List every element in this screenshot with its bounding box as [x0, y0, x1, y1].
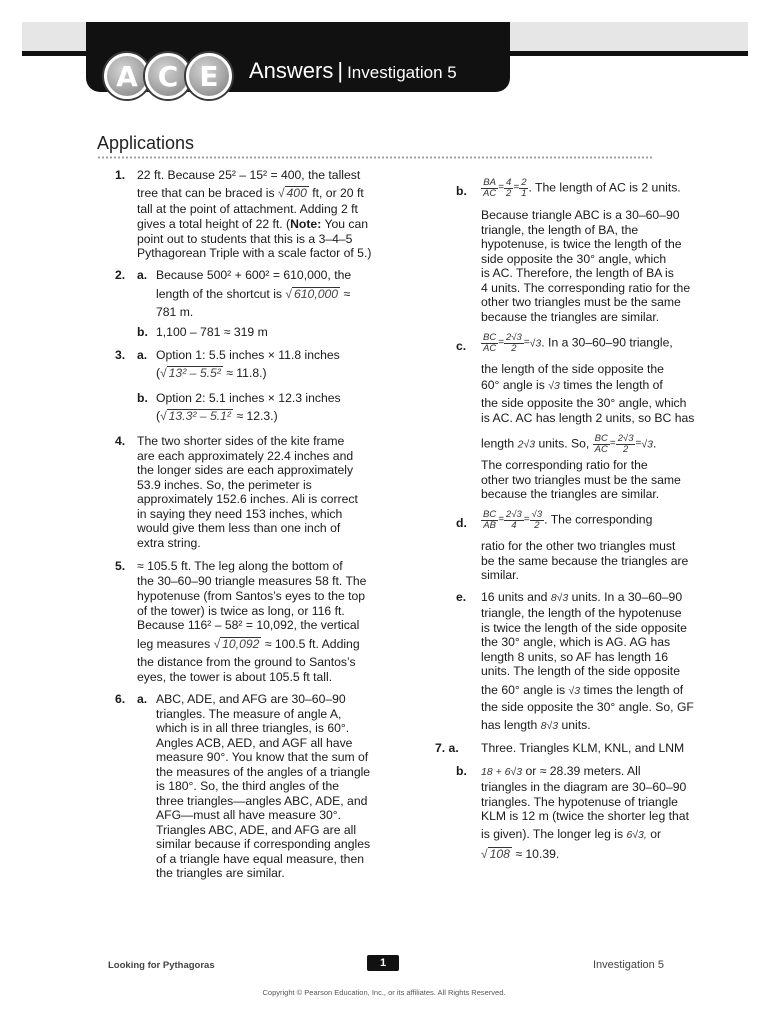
- r-c-root: √3: [548, 380, 560, 392]
- q1-text: ft, or 20 ft: [312, 186, 364, 200]
- r-b-line: side opposite the 30° angle, which: [481, 251, 667, 266]
- r-b-line: 4 units. The corresponding ratio for the: [481, 280, 691, 295]
- q5-radicand: 10,092: [222, 637, 260, 651]
- r-d-line: be the same because the triangles are: [481, 553, 689, 568]
- r-e-line: is twice the length of the side opposite: [481, 620, 687, 635]
- r-b-label: b.: [456, 184, 467, 198]
- q7b-text: is given). The longer leg is: [481, 827, 624, 841]
- q3b-line: (√ 13.3² – 5.1² ≈ 12.3.): [156, 409, 278, 423]
- q7b-line: [481, 764, 641, 780]
- q4-line: the longer sides are each approximately: [137, 463, 354, 477]
- frac-bottom: 2: [511, 343, 517, 354]
- r-e-line: [481, 590, 682, 606]
- q4-line: 53.9 inches. So, the perimeter is: [137, 477, 312, 492]
- r-c-line: because the triangles are similar.: [481, 487, 660, 501]
- r-e-line: units. The length of the side opposite: [481, 664, 680, 678]
- q6a-line: AFG—must all have measure 30°.: [156, 808, 342, 822]
- q6a-line: Triangles ABC, ADE, and AFG are all: [156, 822, 357, 837]
- q7b-radicand: 108: [489, 847, 510, 861]
- dotted-divider: [97, 156, 653, 159]
- q5-text: leg measures: [137, 637, 211, 651]
- section-title: Applications: [97, 133, 195, 153]
- q7b-expr: 6√3,: [626, 829, 647, 841]
- q7b-label: b.: [456, 764, 467, 778]
- q7b-line: triangles in the diagram are 30–60–90: [481, 780, 687, 794]
- r-b-line: Because triangle ABC is a 30–60–90: [481, 208, 680, 222]
- q2a-text: length of the shortcut is: [156, 287, 283, 301]
- q1-text: You can: [321, 217, 369, 231]
- q7b-text: or: [650, 827, 662, 841]
- r-d-line: $\frac{BC}{AB}$ = $\frac{2√3}{4}$ = $\frac{√3}{2}$ . The corresponding: [483, 509, 653, 531]
- q1-line: point out to students that this is a 3–4–5: [137, 232, 353, 246]
- frac-bottom: 2: [622, 444, 629, 455]
- frac-top: BC: [483, 332, 497, 343]
- q4-line: approximately 152.6 inches. Ali is correct: [137, 492, 358, 506]
- q1-radicand: 400: [286, 186, 307, 200]
- r-b-line: triangle, the length of BA, the: [481, 222, 639, 237]
- q3a-radicand: 13² – 5.5²: [168, 366, 221, 380]
- frac-bottom: 4: [511, 520, 517, 531]
- r-e-label: e.: [456, 590, 467, 604]
- r-b-line: other two triangles must be the same: [481, 295, 681, 309]
- q3a-label: a.: [137, 348, 148, 362]
- r-e-line: the 30° angle, which is AG. AG has: [481, 635, 671, 649]
- sqrt-icon: √: [213, 637, 221, 651]
- q4-line: extra string.: [137, 535, 201, 550]
- q4-line: are each approximately 22.4 inches and: [137, 448, 354, 463]
- r-e-text: units.: [561, 718, 591, 732]
- frac-top: 2√3: [506, 509, 522, 520]
- r-c-line: $\frac{BC}{AC}$ = $\frac{2√3}{2}$ =√3. In a 30–60–90 triangle,: [483, 332, 673, 354]
- q6a-line: Angles ACB, AED, and AGF all have: [156, 735, 353, 750]
- page-number-badge: 1: [367, 955, 399, 971]
- q5-line: of the tower) is twice as long, or 116 ft.: [137, 603, 345, 618]
- q1-line: 22 ft. Because 25² – 15² = 400, the tallest: [137, 168, 361, 182]
- frac-bottom: 1: [521, 188, 527, 199]
- q3a-line: (√ 13² – 5.5² ≈ 11.8.): [156, 366, 267, 380]
- r-b-line: because the triangles are similar.: [481, 309, 660, 324]
- q2b-label: b.: [137, 325, 148, 339]
- q4-number: 4.: [115, 434, 126, 448]
- q4-line: in saying they need 153 inches, which: [137, 506, 343, 521]
- q5-number: 5.: [115, 559, 126, 573]
- fraction: [481, 333, 498, 354]
- q6a-line: ABC, ADE, and AFG are 30–60–90: [156, 692, 346, 706]
- r-c-root: 2√3: [517, 438, 536, 451]
- q5-line: the distance from the ground to Santos’s: [137, 655, 356, 669]
- q6a-line: similar because if corresponding angles: [156, 837, 371, 851]
- r-c-line: length 2√3 units. So, $\frac{BC}{AC}$ = $\frac{2√3}{2}$ =√3.: [481, 433, 657, 455]
- header-title: [249, 58, 457, 84]
- sqrt-icon: √: [160, 409, 167, 423]
- r-e-line: the side opposite the 30° angle. So, GF: [481, 700, 694, 714]
- r-c-text: times the length of: [563, 378, 663, 392]
- r-d-line: ratio for the other two triangles must: [481, 539, 676, 553]
- r-c-line: is AC. AC has length 2 units, so BC has: [481, 411, 695, 425]
- frac-bottom: AC: [594, 444, 608, 455]
- r-e-text: the 60° angle is: [481, 683, 566, 697]
- q6-number: 6.: [115, 692, 126, 706]
- r-e-root: √3: [568, 685, 581, 697]
- r-e-line: [481, 718, 591, 734]
- frac-bottom: AB: [483, 520, 496, 531]
- r-d-label: d.: [456, 516, 467, 530]
- logo-letter-e: E: [186, 53, 232, 99]
- q6a-line: is 180°. So, the third angles of the: [156, 779, 340, 793]
- frac-top: BA: [481, 178, 498, 189]
- r-c-text: 60° angle is: [481, 378, 545, 392]
- r-b-line: is AC. Therefore, the length of BA is: [481, 266, 674, 280]
- fraction: [504, 333, 524, 354]
- subtitle-text: Investigation 5: [347, 63, 457, 82]
- q3b-radicand: 13.3² – 5.1²: [168, 409, 231, 423]
- q3b-text: ≈ 12.3.): [236, 409, 278, 423]
- fraction: [530, 510, 545, 531]
- q1-line: [137, 186, 364, 201]
- q2a-text: ≈: [343, 287, 351, 301]
- q1-line: tall at the point of attachment. Adding 2 ft: [137, 202, 358, 216]
- q7a-line: Three. Triangles KLM, KNL, and LNM: [481, 741, 685, 755]
- q6a-line: three triangles—angles ABC, ADE, and: [156, 793, 368, 808]
- logo-letter-a: A: [104, 53, 150, 99]
- q5-line: hypotenuse (from Santos’s eyes to the top: [137, 589, 366, 603]
- r-e-root: 8√3: [540, 720, 559, 732]
- q2a-line: Because 500² + 600² = 610,000, the: [156, 268, 352, 282]
- r-b-line: $\frac{BA}{AC}$ = $\frac{4}{2}$ = $\frac{2}{1}$ . The length of AC is 2 units.: [483, 177, 681, 199]
- sqrt-icon: √: [285, 287, 292, 301]
- sqrt-icon: √: [160, 366, 167, 380]
- q2a-radicand: 610,000: [294, 287, 339, 301]
- q6a-line: which is in all three triangles, is 60°.: [156, 721, 350, 735]
- q7b-line: [481, 827, 661, 843]
- frac-top: BC: [483, 509, 497, 520]
- q7b-line: [481, 847, 559, 862]
- q7-number: 7. a.: [435, 741, 459, 755]
- q7b-text: ≈ 10.39.: [515, 847, 560, 861]
- q2a-line: [156, 287, 350, 302]
- r-c-text: length: [481, 436, 515, 451]
- r-d-line: similar.: [481, 568, 519, 582]
- logo-letter-c: C: [145, 53, 191, 99]
- r-c-line: The corresponding ratio for the: [481, 458, 648, 472]
- q5-line: ≈ 105.5 ft. The leg along the bottom of: [137, 559, 343, 573]
- r-c-line: [481, 378, 663, 394]
- q5-line: [137, 637, 360, 652]
- r-c-text: units. So,: [538, 436, 590, 451]
- q5-line: the 30–60–90 triangle measures 58 ft. The: [137, 574, 367, 588]
- sqrt-icon: √: [481, 847, 488, 861]
- q1-line: Pythagorean Triple with a scale factor of 5.): [137, 246, 372, 260]
- q5-line: eyes, the tower is about 105.5 ft tall.: [137, 670, 333, 684]
- q6a-line: measure 90°. You know that the sum of: [156, 750, 369, 764]
- q3b-label: b.: [137, 391, 148, 405]
- q1-line: [137, 217, 368, 232]
- q6a-line: the measures of the angles of a triangle: [156, 764, 371, 779]
- r-c-root: √3: [641, 438, 653, 451]
- fraction: [616, 434, 636, 455]
- frac-top: 2√3: [617, 433, 634, 444]
- q1-text: gives a total height of 22 ft. (: [137, 217, 291, 231]
- r-e-text: units. In a 30–60–90: [571, 590, 683, 604]
- q2a-label: a.: [137, 268, 148, 282]
- footer-book-title: Looking for Pythagoras: [108, 960, 215, 971]
- r-c-root: √3: [529, 337, 542, 350]
- q7b-expr: 18 + 6√3: [481, 766, 523, 778]
- frac-bottom: AC: [483, 343, 497, 354]
- footer-investigation: Investigation 5: [593, 959, 664, 971]
- copyright-notice: Copyright © Pearson Education, Inc., or its affiliates. All Rights Reserved.: [262, 988, 506, 997]
- q1-text: tree that can be braced is: [137, 186, 275, 200]
- r-e-text: has length: [481, 718, 538, 732]
- fraction: [593, 434, 610, 455]
- frac-bottom: 2: [534, 520, 540, 531]
- q4-line: would give them less than one inch of: [137, 521, 341, 535]
- q7b-line: triangles. The hypotenuse of triangle: [481, 794, 678, 809]
- title-text: Answers: [249, 58, 334, 83]
- q2b-line: 1,100 – 781 ≈ 319 m: [156, 325, 268, 339]
- q4-line: The two shorter sides of the kite frame: [137, 434, 345, 448]
- frac-top: √3: [531, 509, 543, 520]
- r-d-text: . The corresponding: [544, 512, 653, 527]
- q3a-text: ≈ 11.8.): [226, 366, 267, 380]
- q6a-line: of a triangle have equal measure, then: [156, 851, 365, 866]
- frac-bottom: 2: [506, 188, 512, 199]
- frac-top: 4: [506, 177, 512, 188]
- q2-number: 2.: [115, 268, 126, 282]
- r-e-text: 16 units and: [481, 590, 548, 604]
- r-c-text: . In a 30–60–90 triangle,: [541, 335, 673, 350]
- q6a-line: triangles. The measure of angle A,: [156, 706, 342, 721]
- r-e-root: 8√3: [550, 592, 569, 604]
- frac-top: 2: [521, 177, 527, 188]
- r-e-line: triangle, the length of the hypotenuse: [481, 606, 682, 620]
- r-e-text: times the length of: [583, 683, 684, 697]
- sqrt-icon: √: [277, 186, 285, 200]
- r-c-line: the length of the side opposite the: [481, 362, 664, 376]
- q3-number: 3.: [115, 348, 126, 362]
- q5-text: ≈ 100.5 ft. Adding: [264, 637, 360, 651]
- q1-number: 1.: [115, 168, 126, 182]
- q7b-text: or ≈ 28.39 meters. All: [525, 764, 641, 778]
- fraction: [481, 510, 498, 531]
- r-c-label: c.: [456, 339, 467, 353]
- r-c-line: the side opposite the 30° angle, which: [481, 396, 687, 410]
- q6a-label: a.: [137, 692, 148, 706]
- q3a-line: Option 1: 5.5 inches × 11.8 inches: [156, 348, 340, 362]
- q2a-line: 781 m.: [156, 305, 194, 319]
- r-c-line: other two triangles must be the same: [481, 472, 681, 487]
- q7b-line: KLM is 12 m (twice the shorter leg that: [481, 809, 689, 823]
- q1-note: Note:: [290, 217, 322, 231]
- fraction: [481, 178, 498, 199]
- frac-bottom: AC: [483, 188, 497, 199]
- title-separator: |: [337, 58, 344, 83]
- r-b-line: hypotenuse, is twice the length of the: [481, 237, 682, 251]
- r-e-line: length 8 units, so AF has length 16: [481, 649, 669, 664]
- frac-top: 2√3: [506, 332, 522, 343]
- fraction: [504, 510, 524, 531]
- r-e-line: [481, 683, 683, 699]
- q5-line: Because 116² – 58² = 10,092, the vertical: [137, 618, 360, 632]
- fraction: [504, 178, 513, 199]
- q3b-line: Option 2: 5.1 inches × 12.3 inches: [156, 391, 341, 405]
- q6a-line: the triangles are similar.: [156, 866, 285, 880]
- frac-top: BC: [594, 433, 608, 444]
- r-b-text: . The length of AC is 2 units.: [528, 180, 681, 195]
